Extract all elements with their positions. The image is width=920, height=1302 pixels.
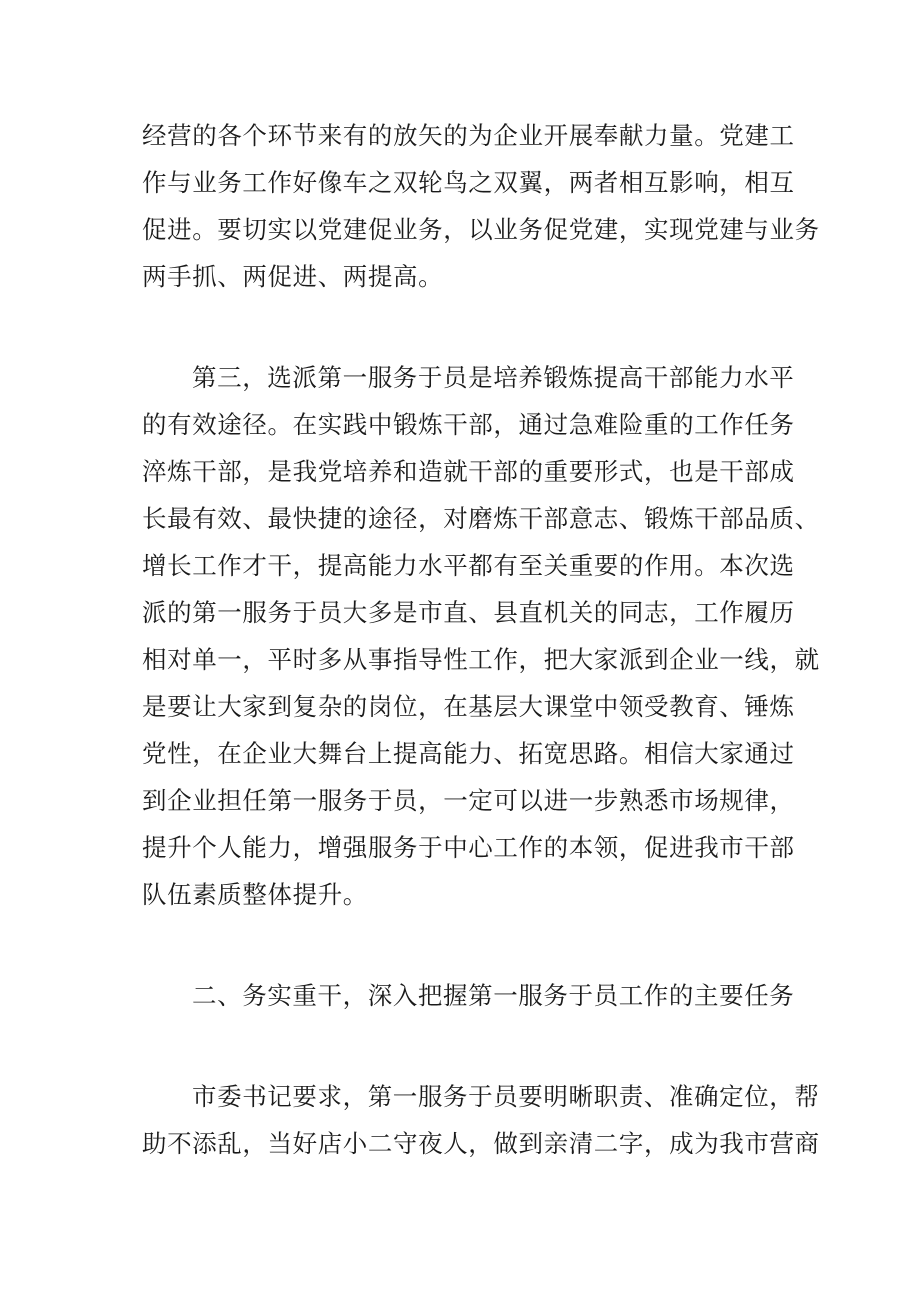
- text-line: 是要让大家到复杂的岗位，在基层大课堂中领受教育、锤炼: [142, 692, 795, 721]
- text-line: 相对单一，平时多从事指导性工作，把大家派到企业一线，就: [142, 645, 820, 674]
- paragraph-start-line: 市委书记要求，第一服务于员要明晰职责、准确定位，帮: [192, 1082, 820, 1111]
- text-line: 助不添乱，当好店小二守夜人，做到亲清二字，成为我市营商: [142, 1129, 820, 1158]
- text-line: 党性，在企业大舞台上提高能力、拓宽思路。相信大家通过: [142, 739, 795, 768]
- text-line: 两手抓、两促进、两提高。: [142, 262, 444, 291]
- text-line: 作与业务工作好像车之双轮鸟之双翼，两者相互影响，相互: [142, 168, 795, 197]
- text-line: 队伍素质整体提升。: [142, 880, 368, 909]
- text-line: 淬炼干部，是我党培养和造就干部的重要形式，也是干部成: [142, 457, 795, 486]
- text-line: 提升个人能力，增强服务于中心工作的本领，促进我市干部: [142, 833, 795, 862]
- text-line: 促进。要切实以党建促业务，以业务促党建，实现党建与业务: [142, 215, 820, 244]
- section-heading: 二、务实重干，深入把握第一服务于员工作的主要任务: [192, 981, 795, 1010]
- text-line: 增长工作才干，提高能力水平都有至关重要的作用。本次选: [142, 551, 795, 580]
- text-line: 的有效途径。在实践中锻炼干部，通过急难险重的工作任务: [142, 410, 795, 439]
- text-line: 经营的各个环节来有的放矢的为企业开展奉献力量。党建工: [142, 121, 795, 150]
- text-line: 长最有效、最快捷的途径，对磨炼干部意志、锻炼干部品质、: [142, 504, 820, 533]
- text-line: 到企业担任第一服务于员，一定可以进一步熟悉市场规律，: [142, 786, 795, 815]
- paragraph-start-line: 第三，选派第一服务于员是培养锻炼提高干部能力水平: [192, 363, 795, 392]
- text-line: 派的第一服务于员大多是市直、县直机关的同志，工作履历: [142, 598, 795, 627]
